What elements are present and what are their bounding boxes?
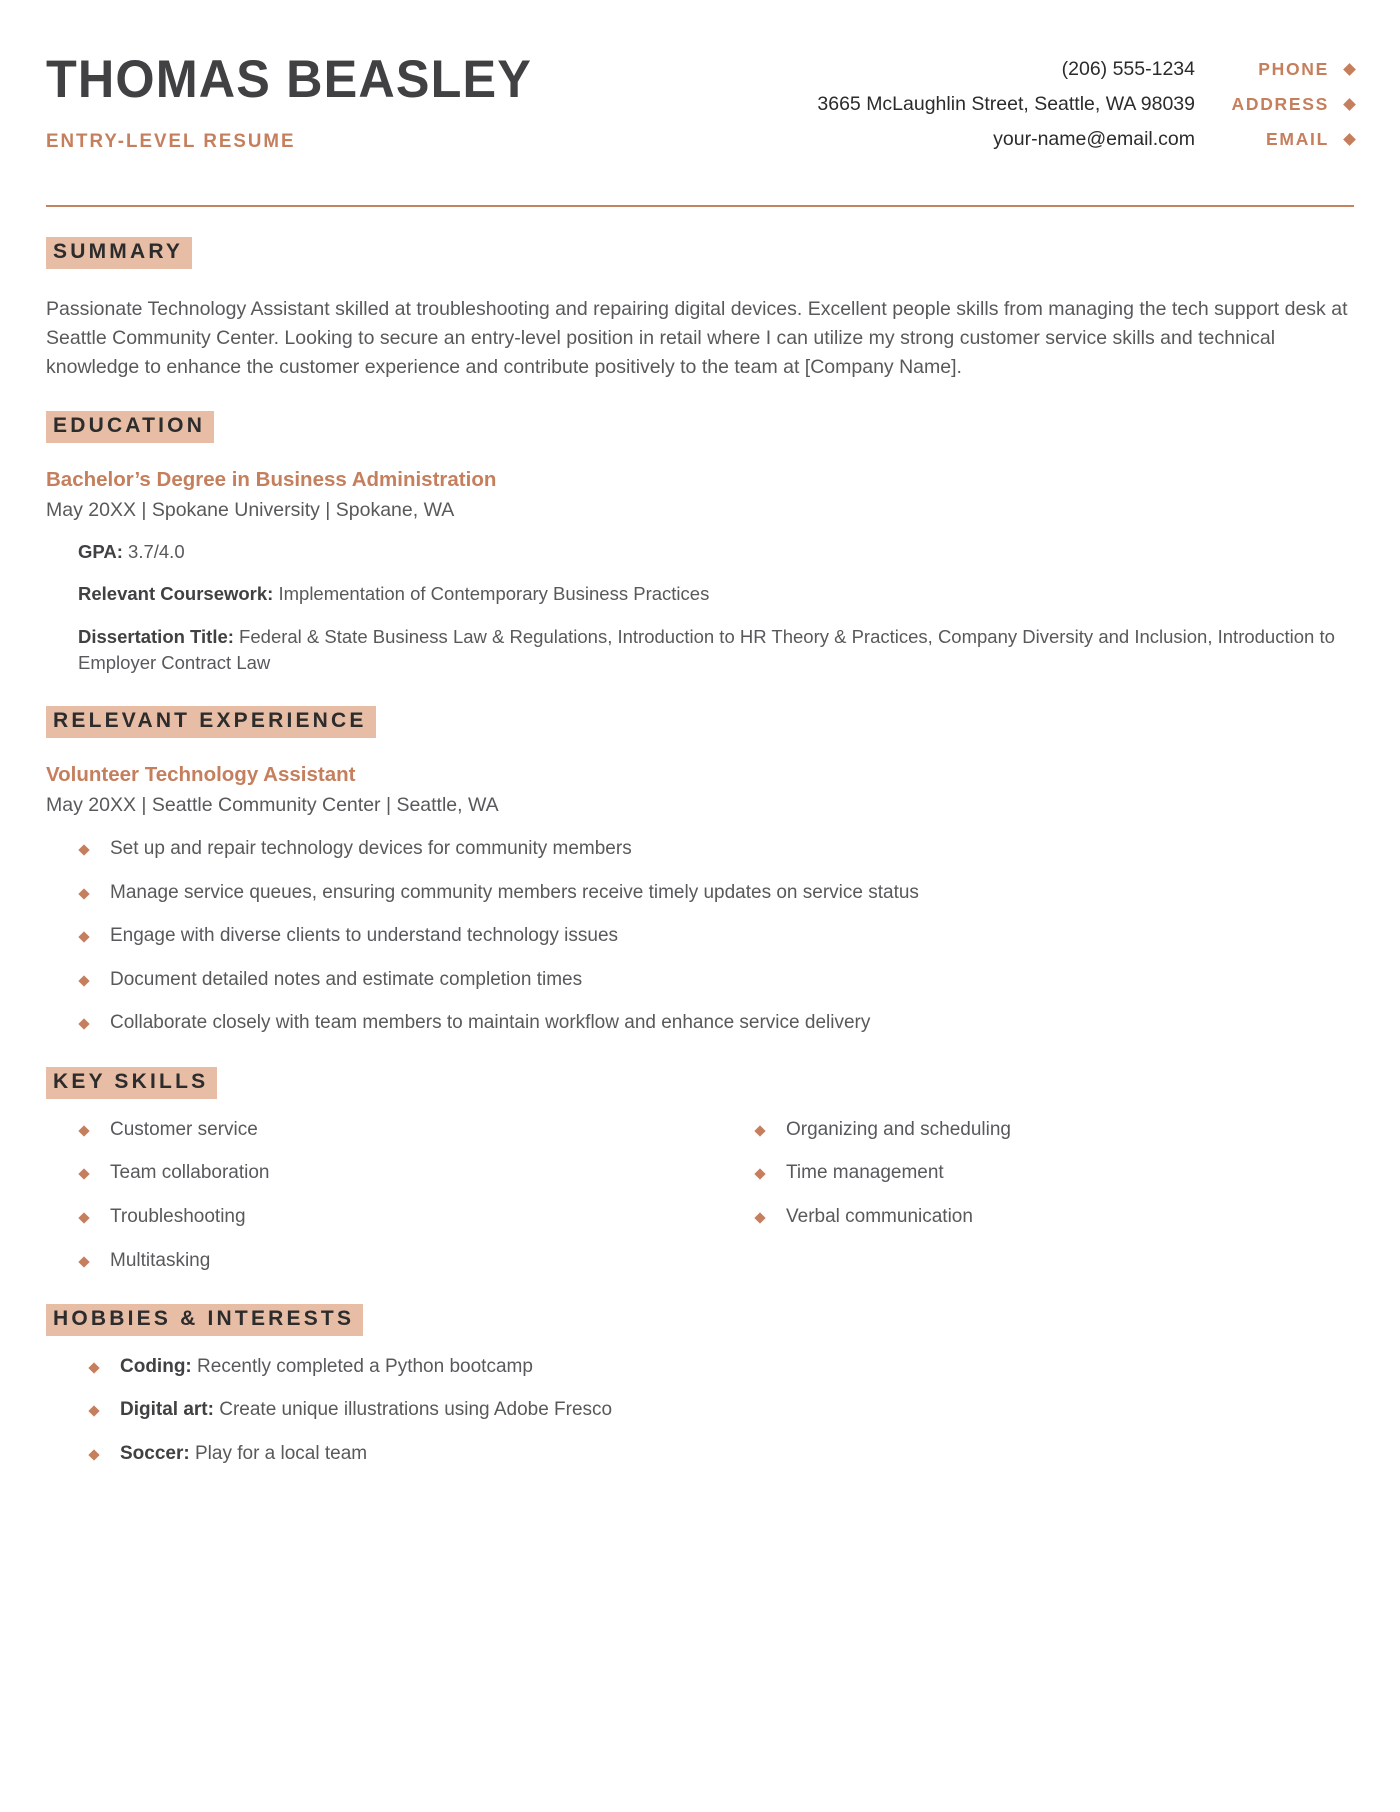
section-heading-summary: SUMMARY xyxy=(46,237,192,269)
candidate-name: THOMAS BEASLEY xyxy=(46,50,532,109)
detail-dissertation xyxy=(78,624,1354,677)
detail-label: Dissertation Title: xyxy=(78,625,234,647)
diamond-icon xyxy=(1343,98,1356,111)
hobby-label: Coding: xyxy=(120,1355,192,1377)
job-meta: May 20XX | Seattle Community Center | Seattle, WA xyxy=(46,793,499,816)
summary-paragraph: Passionate Technology Assistant skilled at troubleshooting and repairing digital devices. Excellent people skills from managing the tech support desk at Seattle Community Center. Looking to secure an entry-level position in retail where I can utilize my strong customer service skills and technical knowledge to enhance the customer experience and contribute positively to the team at [Company Name]. xyxy=(46,297,1348,378)
section-heading-skills: KEY SKILLS xyxy=(46,1067,217,1099)
hobbies-list xyxy=(46,1354,1354,1468)
detail-value: Federal & State Business Law & Regulations, Introduction to HR Theory & Practices, Company Diversity and Inclusion, Introduction to Employer Contract Law xyxy=(78,625,1335,674)
list-item: Team collaboration xyxy=(72,1160,678,1187)
section-heading-experience: RELEVANT EXPERIENCE xyxy=(46,706,376,738)
identity-block xyxy=(46,44,558,153)
list-item: Troubleshooting xyxy=(72,1204,678,1231)
detail-value: Implementation of Contemporary Business Practices xyxy=(273,583,710,605)
detail-label: GPA: xyxy=(78,541,123,563)
section-heading-hobbies: HOBBIES & INTERESTS xyxy=(46,1304,363,1336)
list-item: Verbal communication xyxy=(748,1204,1354,1231)
skills-column-left xyxy=(46,1117,678,1274)
hobby-value: Create unique illustrations using Adobe Fresco xyxy=(213,1399,613,1421)
section-education xyxy=(46,411,1354,676)
contact-block xyxy=(817,44,1354,151)
resume-header xyxy=(46,44,1354,153)
skills-grid xyxy=(46,1117,1354,1274)
list-item: Organizing and scheduling xyxy=(748,1117,1354,1144)
list-item: Collaborate closely with team members to maintain workflow and enhance service delivery xyxy=(72,1010,1354,1037)
diamond-icon xyxy=(1343,63,1356,76)
list-item: Time management xyxy=(748,1160,1354,1187)
header-divider xyxy=(46,205,1354,208)
hobby-value: Play for a local team xyxy=(189,1443,368,1465)
phone-value: (206) 555-1234 xyxy=(1061,58,1195,80)
job-title: Volunteer Technology Assistant xyxy=(46,763,356,787)
list-item: Engage with diverse clients to understand technology issues xyxy=(72,923,1354,950)
address-label: ADDRESS xyxy=(1231,94,1329,114)
contact-row-address xyxy=(817,93,1354,116)
list-item: Manage service queues, ensuring community members receive timely updates on service status xyxy=(72,880,1354,907)
phone-label: PHONE xyxy=(1258,59,1329,79)
list-item: Multitasking xyxy=(72,1248,678,1275)
detail-value: 3.7/4.0 xyxy=(122,541,185,563)
email-label: EMAIL xyxy=(1266,129,1329,149)
degree-meta: May 20XX | Spokane University | Spokane, WA xyxy=(46,498,455,521)
list-item xyxy=(82,1397,1354,1424)
education-entry xyxy=(46,467,1354,676)
skills-column-right xyxy=(722,1117,1354,1274)
email-value: your-name@email.com xyxy=(993,128,1195,150)
experience-entry xyxy=(46,762,1354,1037)
degree-title: Bachelor’s Degree in Business Administration xyxy=(46,468,497,492)
detail-label: Relevant Coursework: xyxy=(78,583,274,605)
list-item xyxy=(82,1441,1354,1468)
contact-row-phone xyxy=(817,58,1354,81)
address-value: 3665 McLaughlin Street, Seattle, WA 98039 xyxy=(817,93,1195,115)
section-hobbies xyxy=(46,1304,1354,1468)
list-item xyxy=(82,1354,1354,1381)
detail-coursework xyxy=(78,581,1354,607)
diamond-icon xyxy=(1343,133,1356,146)
contact-row-email xyxy=(817,128,1354,151)
detail-gpa xyxy=(78,539,1354,565)
list-item: Document detailed notes and estimate completion times xyxy=(72,967,1354,994)
section-summary xyxy=(46,237,1354,381)
experience-bullet-list xyxy=(46,836,1354,1037)
hobby-label: Soccer: xyxy=(120,1443,190,1465)
list-item: Set up and repair technology devices for community members xyxy=(72,836,1354,863)
section-skills xyxy=(46,1067,1354,1274)
education-details xyxy=(46,539,1354,676)
hobby-value: Recently completed a Python bootcamp xyxy=(191,1355,533,1377)
list-item: Customer service xyxy=(72,1117,678,1144)
section-heading-education: EDUCATION xyxy=(46,411,214,443)
hobby-label: Digital art: xyxy=(120,1399,214,1421)
resume-subtitle: ENTRY-LEVEL RESUME xyxy=(46,129,296,152)
section-experience xyxy=(46,706,1354,1037)
